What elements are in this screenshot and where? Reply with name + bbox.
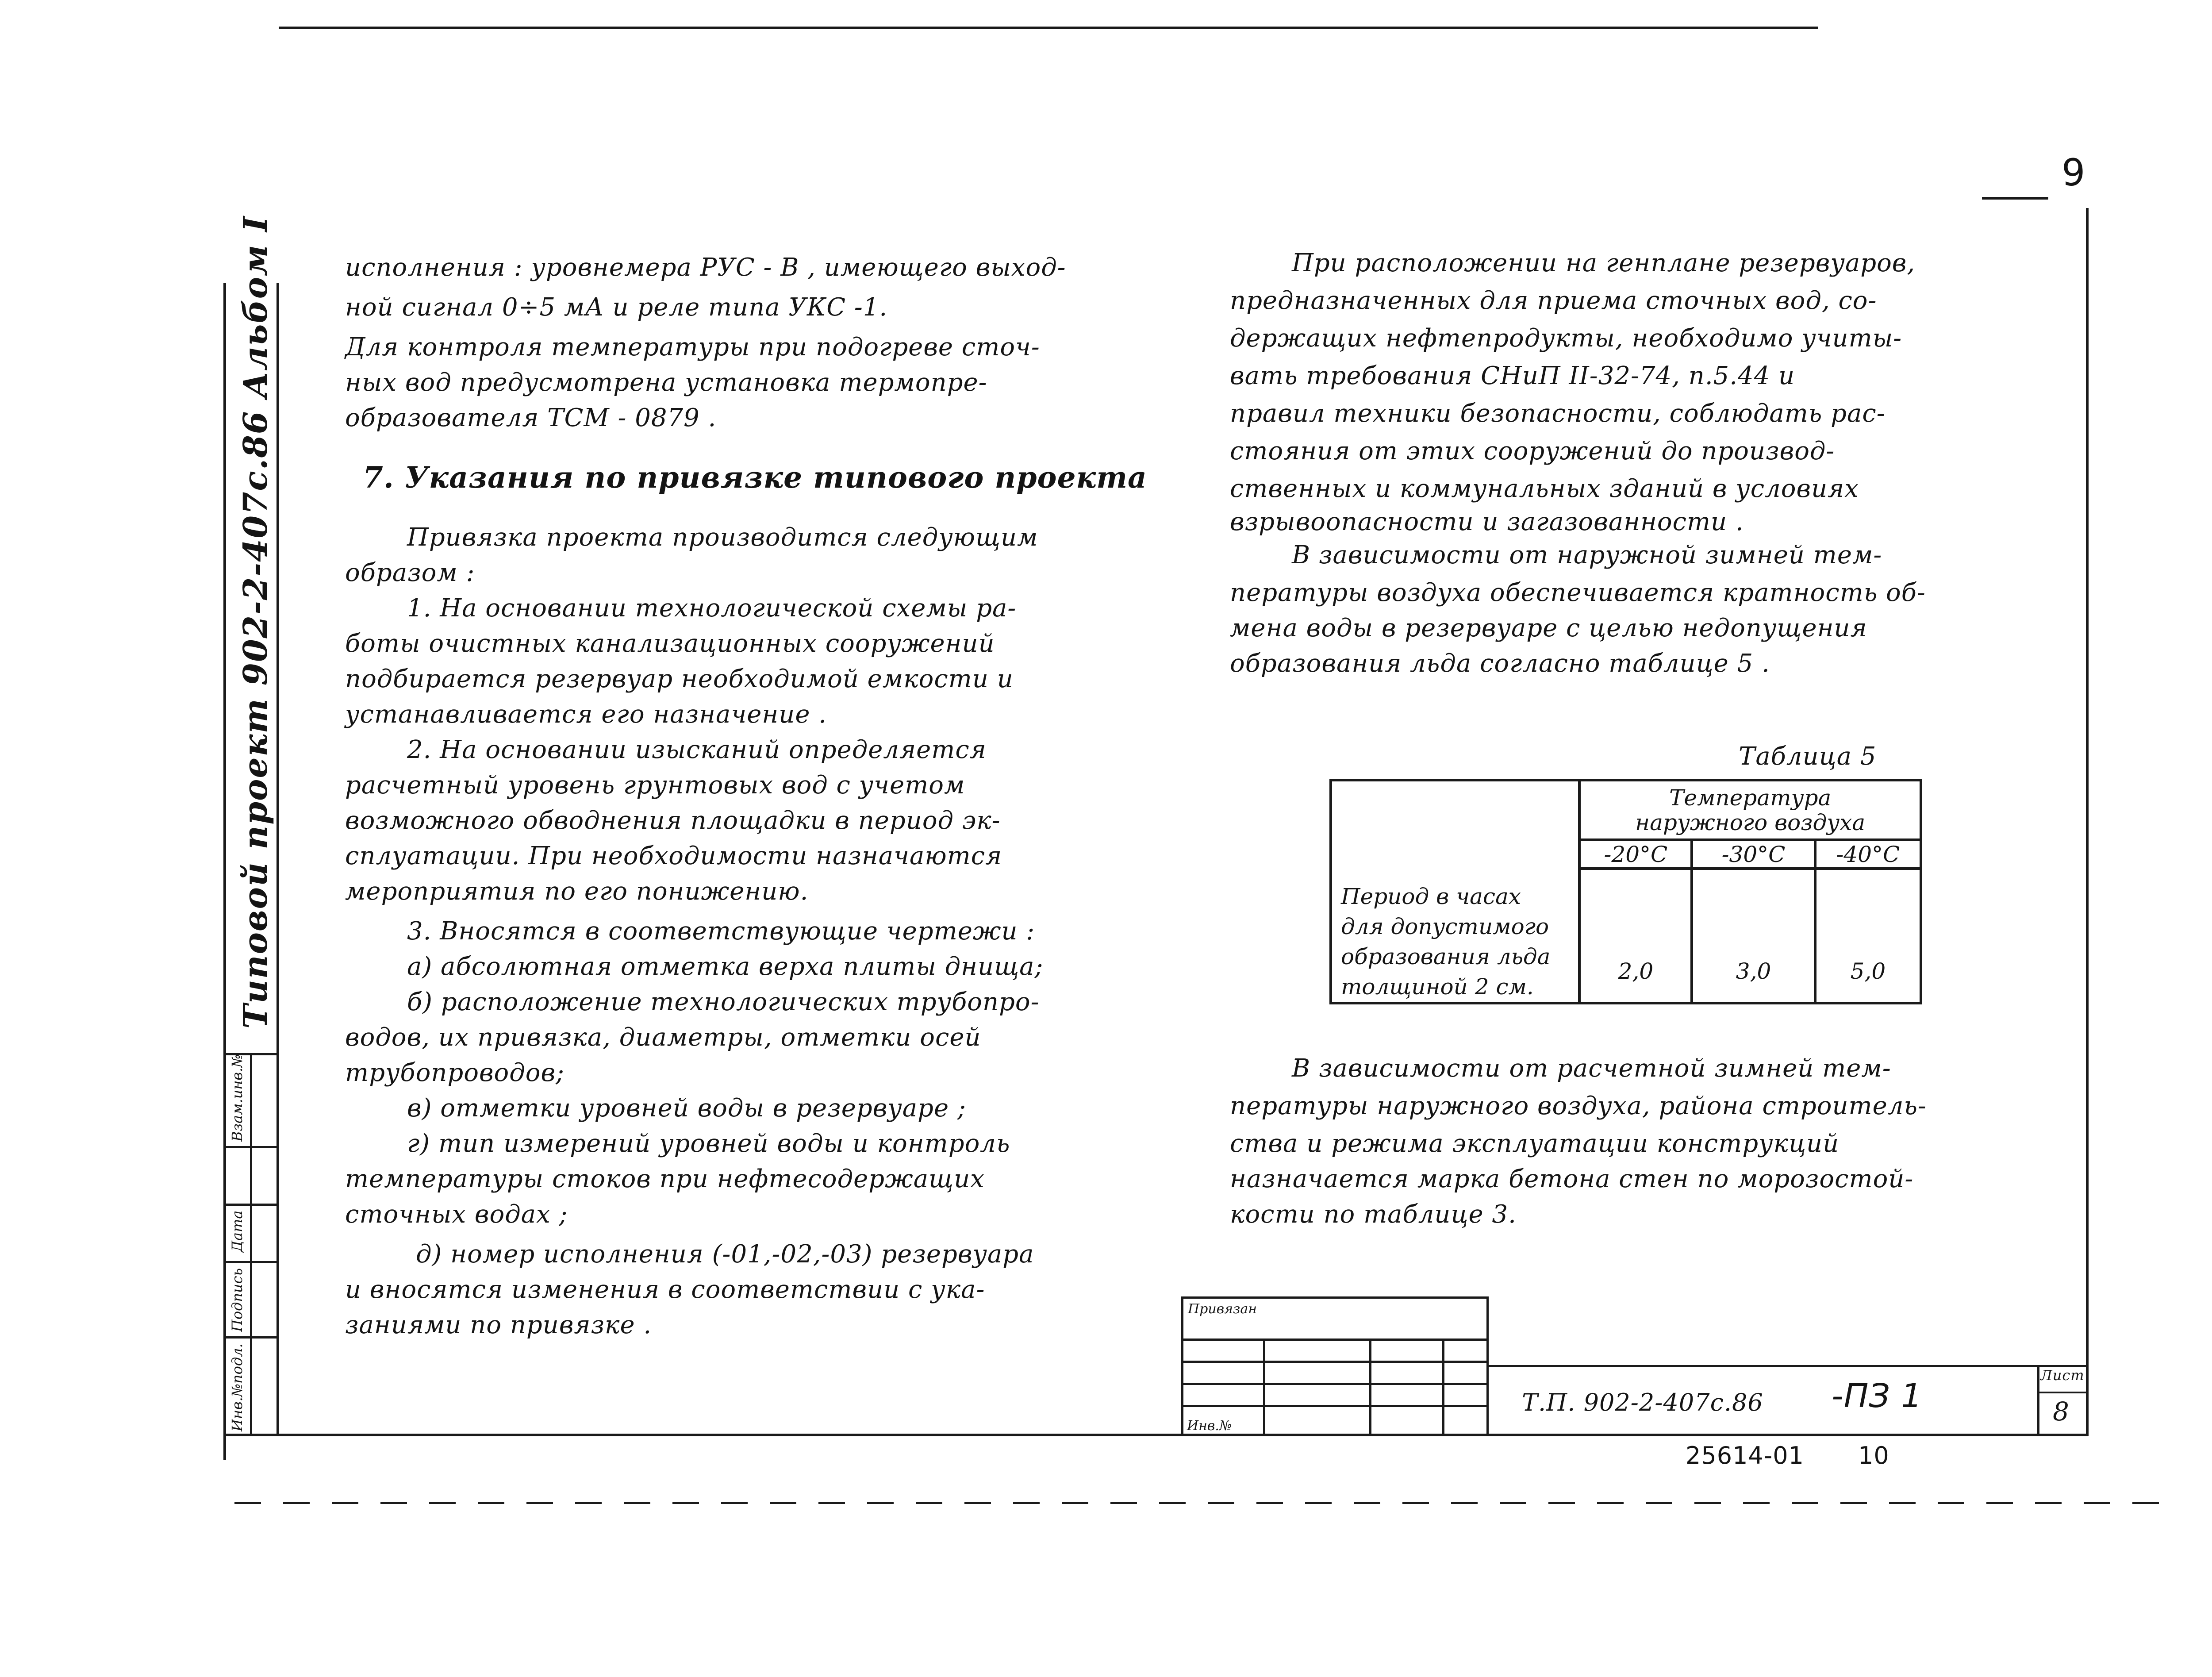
page-number: 9	[2062, 151, 2086, 194]
list-box-left	[2037, 1365, 2039, 1436]
text-line: исполнения : уровнемера РУС - В , имеющего выход-	[345, 253, 1066, 282]
text-line: б) расположение технологических трубопро-	[407, 988, 1040, 1016]
side-title: Типовой проект 902-2-407с.86 Альбом I	[237, 215, 275, 1029]
text-line: мероприятия по его понижению.	[345, 877, 809, 906]
text-line: Привязка проекта производится следующим	[407, 523, 1038, 552]
frame-right	[2086, 208, 2089, 1436]
text-line: образователя ТСМ - 0879 .	[345, 404, 717, 432]
table-group-header	[1579, 780, 1921, 840]
table-column-header: -30°С	[1692, 840, 1815, 869]
doc-code: Т.П. 902-2-407с.86	[1522, 1389, 1763, 1416]
table-cell: 3,0	[1692, 869, 1815, 1003]
table-caption: Таблица 5	[1739, 742, 1877, 771]
title-block-top	[1486, 1365, 2088, 1367]
text-line: ственных и коммунальных зданий в условиях	[1230, 474, 1859, 503]
text-line: образом :	[345, 558, 475, 587]
row-header-line: толщиной 2 см.	[1341, 974, 1534, 1000]
text-line: предназначенных для приема сточных вод, со-	[1230, 286, 1877, 315]
table-column-header: -40°С	[1815, 840, 1921, 869]
list-box-mid	[2037, 1392, 2088, 1393]
text-line: температуры стоков при нефтесодержащих	[345, 1165, 985, 1193]
text-line: 1. На основании технологической схемы ра-	[407, 594, 1017, 623]
table-cell: 5,0	[1815, 869, 1921, 1003]
table-cell: 2,0	[1579, 869, 1692, 1003]
text-line: В зависимости от наружной зимней тем-	[1292, 541, 1882, 569]
top-rule	[279, 27, 1818, 29]
group-header-line: наружного воздуха	[1635, 809, 1866, 835]
text-line: взрывоопасности и загазованности .	[1230, 508, 1744, 536]
text-line: водов, их привязка, диаметры, отметки осей	[345, 1023, 981, 1052]
text-line: 2. На основании изысканий определяется	[407, 735, 987, 764]
text-line: назначается марка бетона стен по морозостой-	[1230, 1165, 1914, 1193]
text-line: возможного обводнения площадки в период эк-	[345, 806, 1001, 835]
stamp-inv: Инв.№подл.	[229, 1343, 246, 1431]
row-header-line: Период в часах	[1341, 884, 1521, 909]
text-line: устанавливается его назначение .	[345, 700, 827, 729]
group-header-line: Температура	[1669, 785, 1832, 811]
text-line: правил техники безопасности, соблюдать рас-	[1230, 399, 1886, 428]
text-line: а) абсолютная отметка верха плиты днища;	[407, 952, 1044, 981]
frame-bottom	[223, 1434, 2088, 1436]
archive-sheet: 10	[1858, 1442, 1889, 1469]
bottom-dashed-rule	[234, 1502, 2181, 1504]
privyazan-label: Привязан	[1183, 1298, 1488, 1340]
text-line: и вносятся изменения в соответствии с ука-	[345, 1275, 985, 1304]
text-line: ной сигнал 0÷5 мА и реле типа УКС -1.	[345, 293, 888, 322]
text-line: 3. Вносятся в соответствующие чертежи :	[407, 917, 1035, 946]
text-line: заниями по привязке .	[345, 1311, 652, 1339]
text-line: держащих нефтепродукты, необходимо учиты-	[1230, 324, 1902, 353]
text-line: трубопроводов;	[345, 1058, 565, 1087]
archive-number: 25614-01	[1686, 1442, 1804, 1469]
list-label: Лист	[2040, 1367, 2085, 1384]
text-line: При расположении на генплане резервуаров,	[1292, 249, 1916, 277]
text-line: стояния от этих сооружений до производ-	[1230, 437, 1835, 465]
text-line: образования льда согласно таблице 5 .	[1230, 649, 1770, 678]
text-line: сточных водах ;	[345, 1200, 568, 1229]
text-line: ства и режима эксплуатации конструкций	[1230, 1129, 1839, 1158]
text-line: подбирается резервуар необходимой емкости и	[345, 665, 1014, 693]
sheet-code: -ПЗ 1	[1832, 1377, 1923, 1415]
side-stamp	[223, 1053, 279, 1436]
stamp-podpis: Подпись	[229, 1268, 246, 1332]
stamp-vzam: Взам.инв.№	[229, 1054, 246, 1142]
text-line: г) тип измерений уровней воды и контроль	[407, 1129, 1010, 1158]
table-5	[1329, 779, 1922, 1004]
text-line: расчетный уровень грунтовых вод с учетом	[345, 771, 965, 800]
list-number: 8	[2053, 1396, 2070, 1427]
table-row-header	[1331, 780, 1579, 1003]
text-line: кости по таблице 3.	[1230, 1200, 1517, 1229]
row-header-line: для допустимого	[1341, 914, 1549, 939]
text-line: Для контроля температуры при подогреве сточ-	[345, 333, 1040, 362]
text-line: ных вод предусмотрена установка термопре-	[345, 368, 987, 397]
text-line: в) отметки уровней воды в резервуаре ;	[407, 1094, 966, 1123]
text-line: д) номер исполнения (-01,-02,-03) резервуара	[416, 1240, 1034, 1269]
inv-label: Инв.№	[1183, 1406, 1264, 1435]
text-line: вать требования СНиП II-32-74, п.5.44 и	[1230, 362, 1795, 390]
page-number-dash	[1982, 197, 2048, 200]
section-title: 7. Указания по привязке типового проекта	[363, 460, 1147, 495]
text-line: пературы наружного воздуха, района строитель-	[1230, 1092, 1927, 1120]
row-header-line: образования льда	[1341, 944, 1551, 969]
text-line: боты очистных канализационных сооружений	[345, 629, 995, 658]
privyazan-stamp	[1181, 1296, 1489, 1436]
table-column-header: -20°С	[1579, 840, 1692, 869]
text-line: пературы воздуха обеспечивается кратность об-	[1230, 578, 1926, 607]
stamp-data: Дата	[229, 1210, 246, 1252]
text-line: В зависимости от расчетной зимней тем-	[1292, 1054, 1891, 1083]
text-line: мена воды в резервуаре с целью недопущения	[1230, 614, 1867, 642]
text-line: сплуатации. При необходимости назначаются	[345, 842, 1002, 870]
